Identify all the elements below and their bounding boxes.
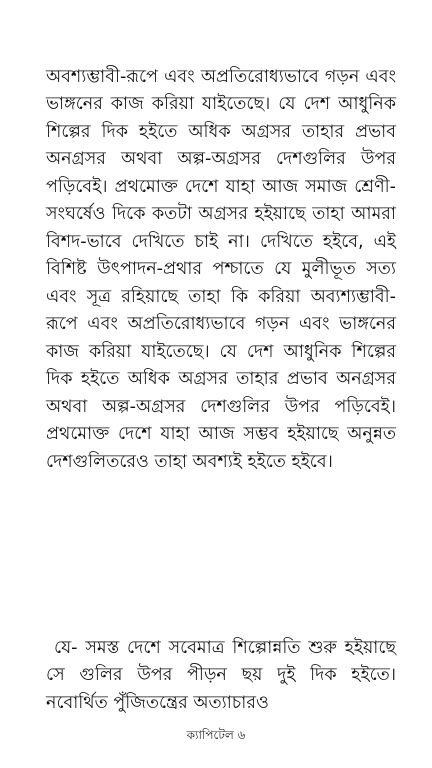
body-paragraph-1: অবশ্যম্ভাবী-রূপে এবং অপ্রতিরোধ্যভাবে গড়ন এবং ভাঙ্গনের কাজ করিয়া যাইতেছে। যে দেশ আধুনিক শিল্পের দিক হইতে অধিক অগ্রসর তাহার প্রভাব অনগ্রসর অথবা অল্প-অগ্রসর দেশগুলির উপর পড়িবেই। প্রথমোক্ত দেশে যাহা আজ সমাজ শ্রেণী-সংঘর্ষেও দিকে কতটা অগ্রসর হইয়াছে তাহা আমরা বিশদ-ভাবে দেখিতে চাই না। দেখিতে হইবে, এই বিশিষ্ট উৎপাদন-প্রথার পশ্চাতে যে মুলীভূত সত্য এবং সূত্র রহিয়াছে তাহা কি করিয়া অব্যশ্যম্ভাবী-রূপে এবং অপ্রতিরোধ্যভাবে গড়ন এবং ভাঙ্গনের কাজ করিয়া যাইতেছে। যে দেশ আধুনিক শিল্পের দিক হইতে অধিক অগ্রসর তাহার প্রভাব অনগ্রসর অথবা অল্প-অগ্রসর দেশগুলির উপর পড়িবেই। প্রথমোক্ত দেশে যাহা আজ সম্ভব হইয়াছে অনুন্নত দেশগুলিতরেও তাহা অবশ্যই হইতে হইবে। xyxy=(46,66,396,472)
page-footer: ক্যাপিটেল ৬ xyxy=(186,728,246,742)
body-paragraph-2: যে- সমস্ত দেশে সবেমাত্র শিল্পোন্নতি শুরু হইয়াছে সে গুলির উপর পীড়ন ছয় দুই দিক হইতে। নবোর্থিত পুঁজিতন্ত্রের অত্যাচারও xyxy=(46,637,396,713)
